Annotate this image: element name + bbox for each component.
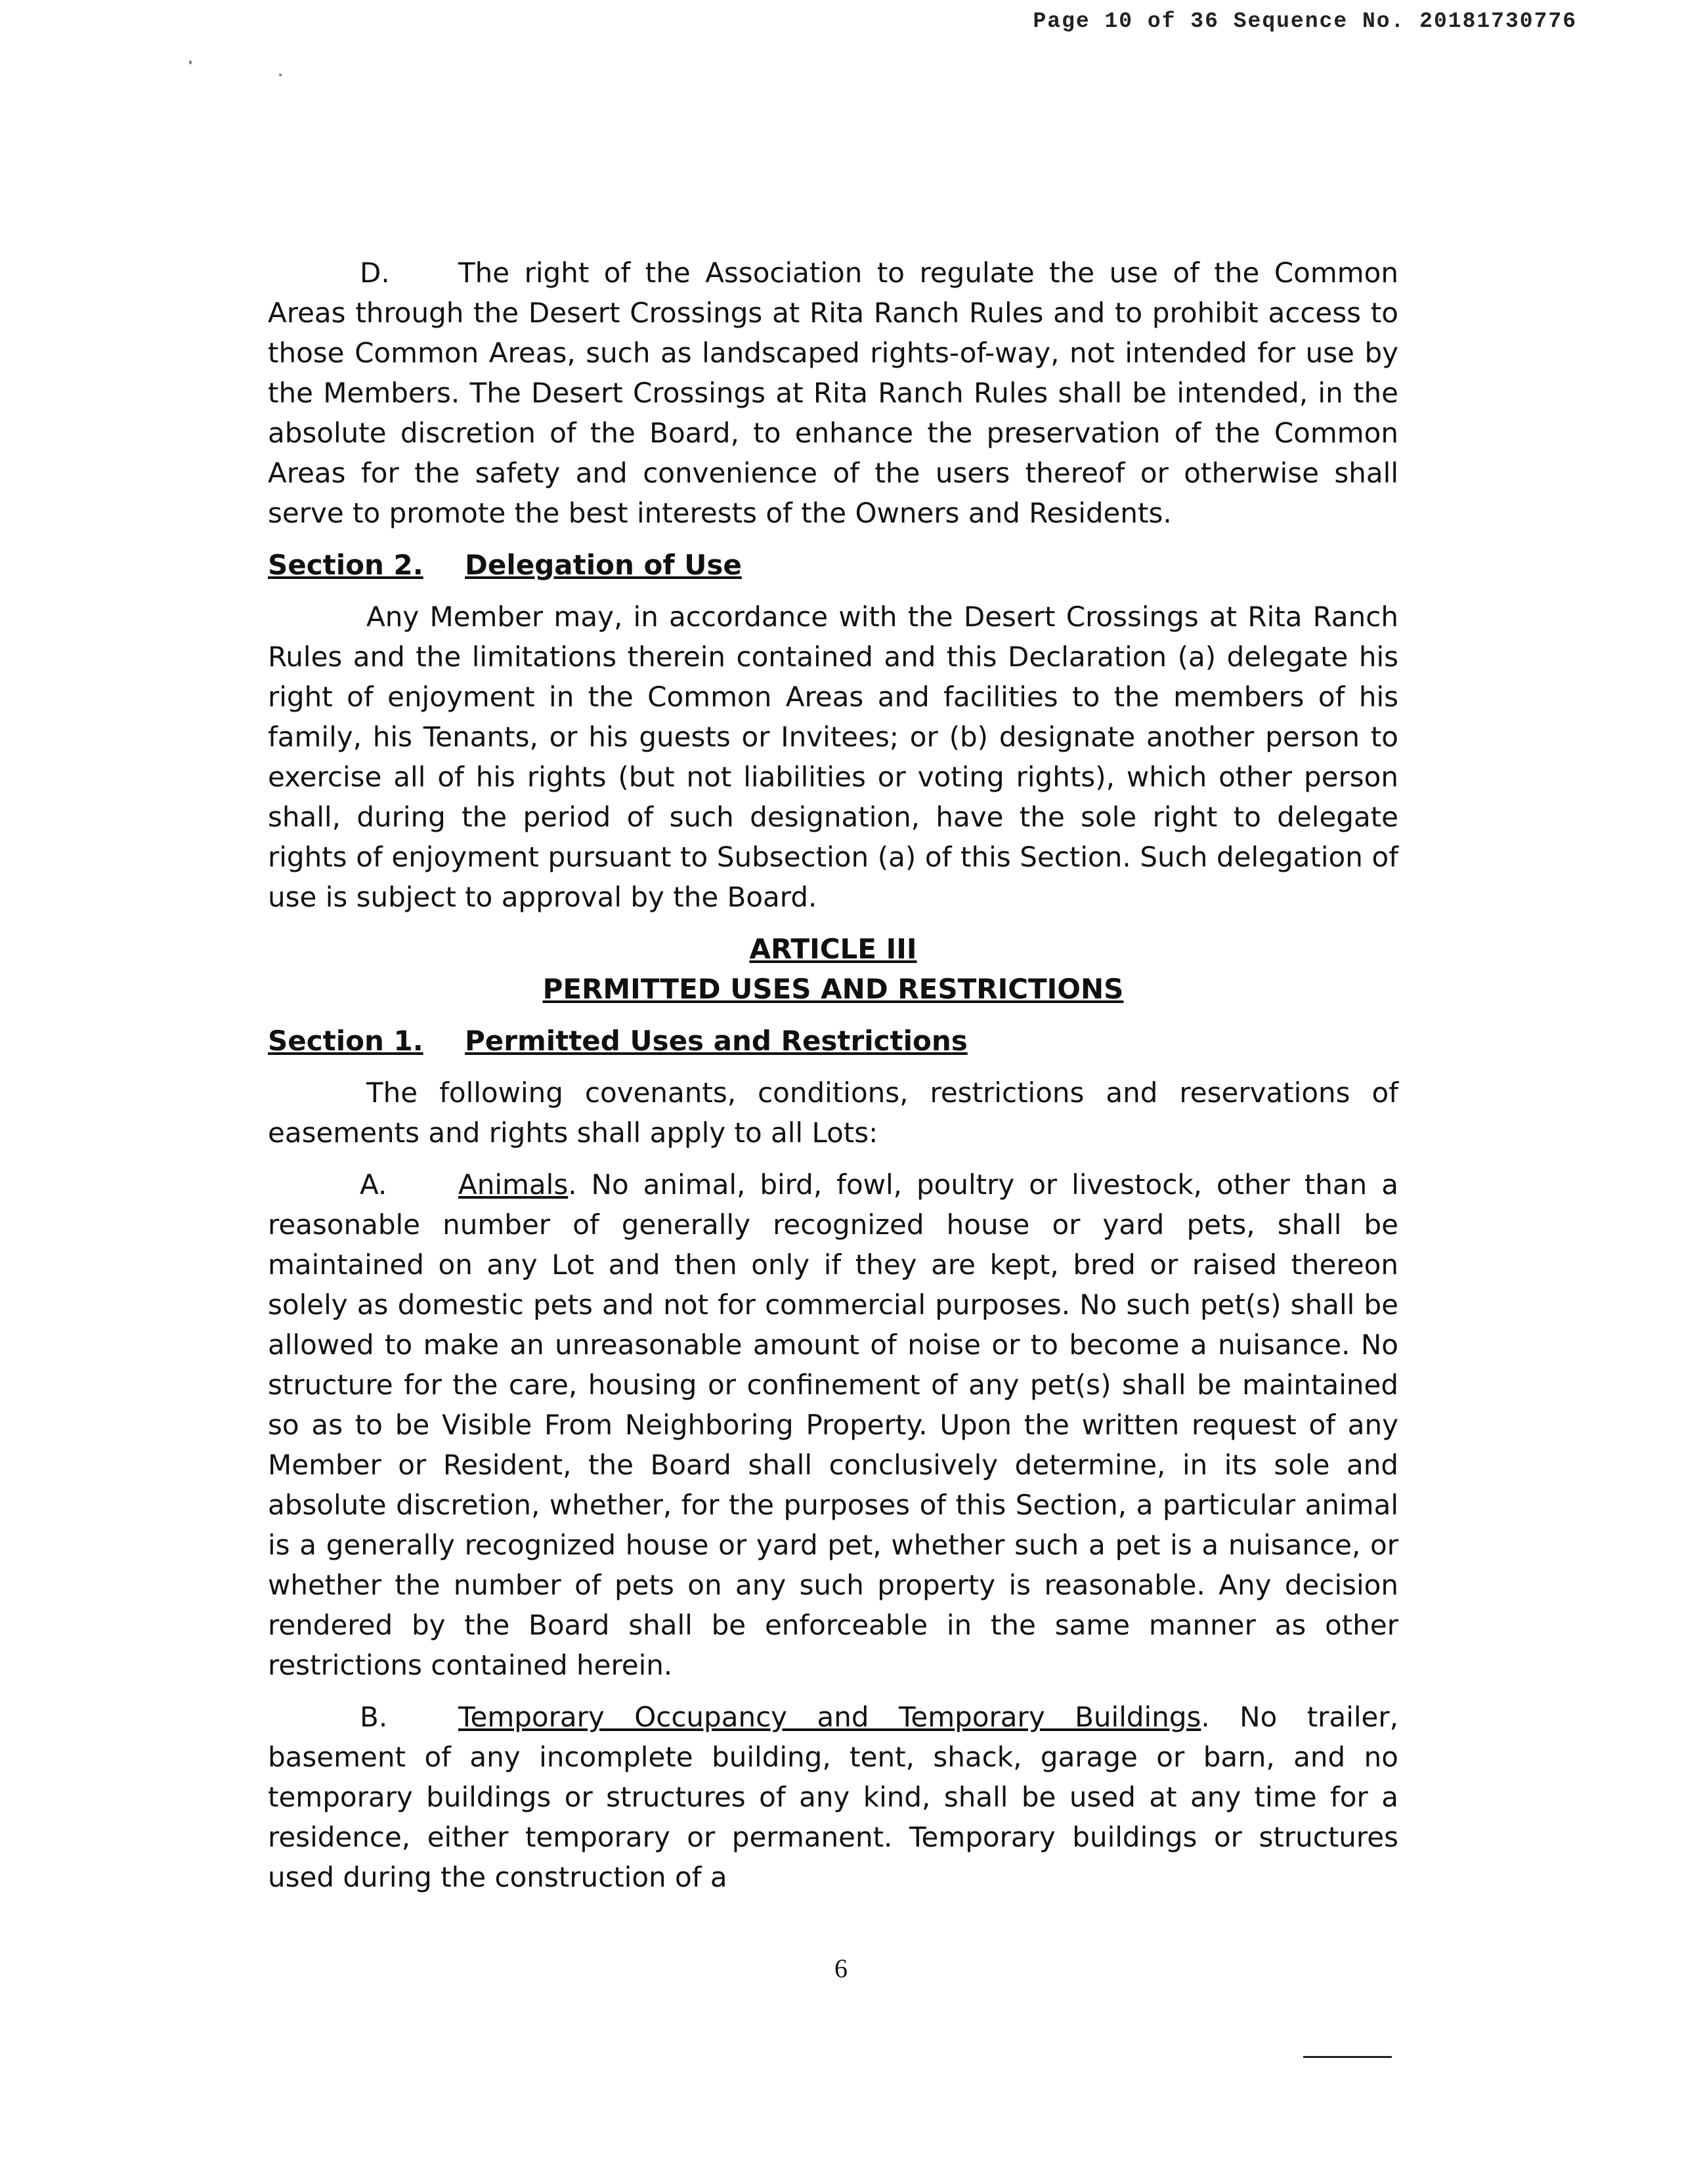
item-b-text: . No trailer, basement of any incomplete building, tent, shack, garage or barn, and no temporary buildings or structures of any kind, shall be used at any time for a residence, either temporary or permanent. Temporary buildings or structures used during the construction of a xyxy=(268,1701,1398,1893)
scan-speck xyxy=(189,60,192,64)
item-a-label: A. xyxy=(360,1168,387,1201)
item-b-paragraph xyxy=(268,1697,1398,1897)
article-heading xyxy=(268,929,1398,1009)
section-1-title: Permitted Uses and Restrictions xyxy=(465,1025,968,1057)
section-2-heading xyxy=(268,545,1398,585)
article-title: PERMITTED USES AND RESTRICTIONS xyxy=(542,973,1124,1005)
section-2-number: Section 2. xyxy=(268,549,423,581)
footer-rule xyxy=(1303,2056,1392,2058)
section-1-intro: The following covenants, conditions, restrictions and reservations of easements and rights shall apply to all Lots: xyxy=(268,1077,1398,1149)
scan-speck xyxy=(279,74,282,76)
page-number: 6 xyxy=(834,1954,848,1983)
item-b-title: Temporary Occupancy and Temporary Buildings xyxy=(458,1701,1201,1733)
item-a-paragraph xyxy=(268,1165,1398,1685)
section-1-heading xyxy=(268,1021,1398,1061)
item-b-label: B. xyxy=(360,1701,388,1733)
section-2-body: Any Member may, in accordance with the Desert Crossings at Rita Ranch Rules and the limitations therein contained and this Declaration (a) delegate his right of enjoyment in the Common Areas and facilities to the members of his family, his Tenants, or his guests or Invitees; or (b) designate another person to exercise all of his rights (but not liabilities or voting rights), which other person shall, during the period of such designation, have the sole right to delegate rights of enjoyment pursuant to Subsection (a) of this Section. Such delegation of use is subject to approval by the Board. xyxy=(268,601,1398,913)
paragraph-d-text: The right of the Association to regulate the use of the Common Areas through the Desert Crossings at Rita Ranch Rules and to prohibit access to those Common Areas, such as landscaped rights-of-way, not intended for use by the Members. The Desert Crossings at Rita Ranch Rules shall be intended, in the absolute discretion of the Board, to enhance the preservation of the Common Areas for the safety and convenience of the users thereof or otherwise shall serve to promote the best interests of the Owners and Residents. xyxy=(268,257,1398,529)
page-sequence-header: Page 10 of 36 Sequence No. 20181730776 xyxy=(1033,9,1577,33)
section-1-number: Section 1. xyxy=(268,1025,423,1057)
section-2-title: Delegation of Use xyxy=(465,549,742,581)
document-body xyxy=(268,253,1398,1909)
paragraph-d xyxy=(268,253,1398,533)
item-a-text: . No animal, bird, fowl, poultry or livestock, other than a reasonable number of generally recognized house or yard pets, shall be maintained on any Lot and then only if they are kept, bred or raised thereon solely as domestic pets and not for commercial purposes. No such pet(s) shall be allowed to make an unreasonable amount of noise or to become a nuisance. No structure for the care, housing or confinement of any pet(s) shall be maintained so as to be Visible From Neighboring Property. Upon the written request of any Member or Resident, the Board shall conclusively determine, in its sole and absolute discretion, whether, for the purposes of this Section, a particular animal is a generally recognized house or yard pet, whether such a pet is a nuisance, or whether the number of pets on any such property is reasonable. Any decision rendered by the Board shall be enforceable in the same manner as other restrictions contained herein. xyxy=(268,1168,1398,1681)
paragraph-d-label: D. xyxy=(360,257,390,289)
item-a-title: Animals xyxy=(458,1168,569,1201)
article-number: ARTICLE III xyxy=(749,933,917,965)
